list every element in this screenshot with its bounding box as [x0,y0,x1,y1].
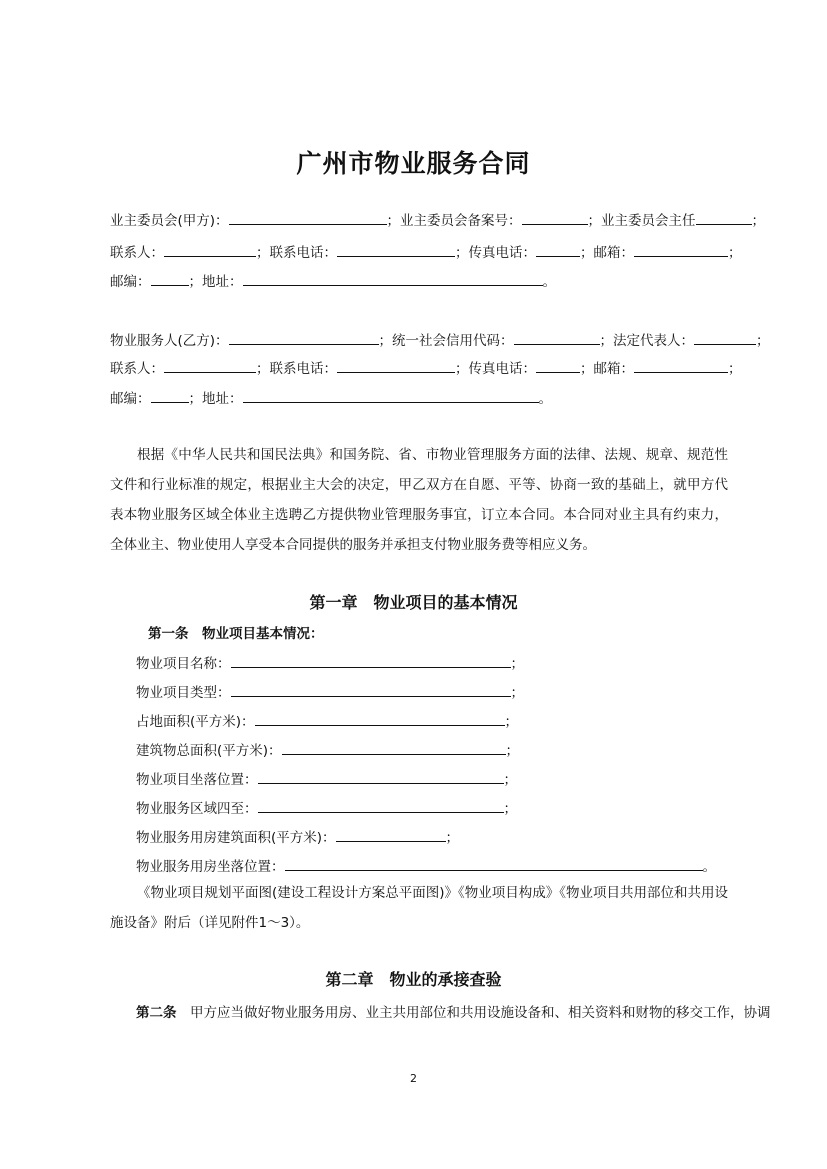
party-a-fax-blank[interactable] [536,242,580,257]
party-a-zip-label: 邮编： [110,274,151,290]
party-a-fax-label: ；传真电话： [455,245,536,261]
party-b-name-blank[interactable] [229,330,379,345]
party-b-legal-label: ；法定代表人： [599,333,695,349]
party-b-mailbox-blank[interactable] [634,358,728,373]
article-2-body: 甲方应当做好物业服务用房、业主共用部位和共用设施设备和、相关资料和财物的移交工作，协调 [176,1005,771,1021]
field-service-boundary [136,797,517,817]
chapter-2-heading: 第二章 物业的承接查验 [325,970,502,989]
party-b-address-blank[interactable] [243,388,539,403]
party-a-name-blank[interactable] [229,210,387,225]
separator: ； [510,656,524,672]
party-a-filing-blank[interactable] [522,210,588,225]
field-blank[interactable] [258,769,504,784]
page-title: 广州市物业服务合同 [296,149,531,178]
preamble-paragraph: 根据《中华人民共和国民法典》和国务院、省、市物业管理服务方面的法律、法规、规章、规范性文件和行业标准的规定，根据业主大会的决定，甲乙双方在自愿、平等、协商一致的基础上，就甲方代表本物业服务区域全体业主选聘乙方提供物业管理服务事宜，订立本合同。本合同对业主具有约束力，全体业主、物业使用人享受本合同提供的服务并承担支付物业服务费等相应义务。 [110,447,728,553]
field-service-room-location [136,855,716,875]
page-number: 2 [410,1072,417,1085]
field-label: 物业服务用房建筑面积(平方米)： [136,830,336,846]
party-a-zip-blank[interactable] [151,271,189,286]
separator: ； [503,772,517,788]
party-b-fax-blank[interactable] [536,358,580,373]
party-b-legal-blank[interactable] [694,330,756,345]
separator: ； [728,361,742,377]
period: 。 [538,391,552,407]
party-b-fax-label: ；传真电话： [455,361,536,377]
field-label: 物业项目类型： [136,685,231,701]
separator: ； [504,714,519,730]
party-a-phone-label: ；联系电话： [256,245,337,261]
party-a-mailbox-label: ；邮箱： [580,245,634,261]
party-a-line-2 [110,242,742,263]
field-blank[interactable] [231,653,511,668]
field-label: 物业项目坐落位置： [136,772,258,788]
party-a-line-3 [110,271,730,292]
party-b-zip-blank[interactable] [151,388,189,403]
party-b-credit-blank[interactable] [514,330,600,345]
separator: ； [728,245,742,261]
separator: ； [751,213,766,229]
party-b-phone-label: ；联系电话： [256,361,337,377]
field-blank[interactable] [255,711,505,726]
field-project-location [136,768,517,788]
party-b-contact-label: 联系人： [110,361,164,377]
party-b-address-label: ；地址： [188,391,243,407]
party-b-credit-label: ；统一社会信用代码： [378,333,514,349]
separator: ； [510,685,524,701]
field-label: 占地面积(平方米)： [136,714,255,730]
field-land-area [136,710,518,730]
party-b-phone-blank[interactable] [337,358,455,373]
field-label: 物业项目名称： [136,656,231,672]
party-b-name-label: 物业服务人(乙方)： [110,333,229,349]
separator: ； [756,333,770,349]
field-blank[interactable] [231,682,511,697]
party-a-address-blank[interactable] [243,271,543,286]
field-project-name [136,652,524,672]
period: 。 [542,274,556,290]
period: 。 [702,859,716,875]
field-building-area [136,739,519,759]
article-2-text [136,1001,771,1021]
party-a-contact-label: 联系人： [110,245,164,261]
article-1-heading: 第一条 物业项目基本情况： [148,626,324,642]
party-a-mailbox-blank[interactable] [634,242,728,257]
party-a-director-blank[interactable] [696,210,752,225]
article-2-label: 第二条 [136,1005,177,1021]
field-label: 建筑物总面积(平方米)： [136,743,282,759]
party-b-zip-label: 邮编： [110,391,151,407]
separator: ； [445,830,460,846]
party-a-phone-blank[interactable] [337,242,455,257]
attachments-note: 《物业项目规划平面图(建设工程设计方案总平面图)》《物业项目构成》《物业项目共用部位和共用设施设备》附后（详见附件1～3）。 [110,885,729,931]
party-a-director-label: ；业主委员会主任 [587,213,696,229]
party-b-line-1 [110,330,770,351]
party-b-contact-blank[interactable] [164,358,256,373]
party-a-contact-blank[interactable] [164,242,256,257]
field-blank[interactable] [282,740,506,755]
chapter-1-heading: 第一章 物业项目的基本情况 [309,593,518,612]
field-service-room-area [136,826,459,846]
party-b-line-3 [110,388,730,409]
party-a-filing-label: ；业主委员会备案号： [386,213,522,229]
field-label: 物业服务区域四至： [136,801,258,817]
field-blank[interactable] [258,798,504,813]
party-b-mailbox-label: ；邮箱： [580,361,634,377]
party-b-line-2 [110,358,742,379]
field-project-type [136,681,524,701]
party-a-address-label: ；地址： [188,274,243,290]
separator: ； [503,801,517,817]
separator: ； [505,743,520,759]
party-a-line-1 [110,210,766,231]
field-blank[interactable] [336,827,446,842]
field-blank[interactable] [285,856,703,871]
party-a-name-label: 业主委员会(甲方)： [110,213,229,229]
field-label: 物业服务用房坐落位置： [136,859,285,875]
